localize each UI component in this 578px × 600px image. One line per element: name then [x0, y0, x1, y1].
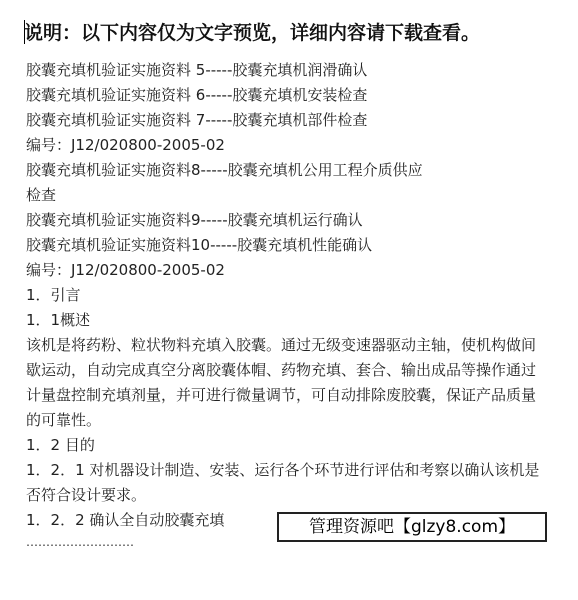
text-line: 1．2．2 确认全自动胶囊充填	[26, 511, 225, 529]
purpose-paragraph: 1．2．1 对机器设计制造、安装、运行各个环节进行评估和考察以确认该机是否符合设计要求。	[26, 461, 540, 504]
subsection-heading: 1．1概述	[26, 311, 91, 329]
document-number: 编号：J12/020800-2005-02	[26, 261, 225, 279]
document-number: 编号：J12/020800-2005-02	[26, 136, 225, 154]
document-body	[26, 58, 556, 533]
text-line: 胶囊充填机验证实施资料8-----胶囊充填机公用工程介质供应	[26, 161, 423, 179]
section-heading: 1．引言	[26, 286, 81, 304]
ellipsis-line: ………………………	[26, 535, 134, 549]
text-line: 胶囊充填机验证实施资料10-----胶囊充填机性能确认	[26, 236, 373, 254]
preview-notice: 说明：以下内容仅为文字预览，详细内容请下载查看。	[24, 22, 481, 44]
text-line: 胶囊充填机验证实施资料 5-----胶囊充填机润滑确认	[26, 61, 368, 79]
subsection-heading: 1．2 目的	[26, 436, 95, 454]
watermark-badge: 管理资源吧【glzy8.com】	[277, 512, 547, 542]
text-line: 胶囊充填机验证实施资料 7-----胶囊充填机部件检查	[26, 111, 368, 129]
overview-paragraph: 该机是将药粉、粒状物料充填入胶囊。通过无级变速器驱动主轴，使机构做间歇运动，自动完成真空分离胶囊体帽、药物充填、套合、输出成品等操作通过计量盘控制充填剂量，并可进行微量调节，可自动排除废胶囊，保证产品质量的可靠性。	[26, 336, 537, 429]
text-line: 检查	[26, 186, 57, 204]
text-line: 胶囊充填机验证实施资料9-----胶囊充填机运行确认	[26, 211, 363, 229]
text-line: 胶囊充填机验证实施资料 6-----胶囊充填机安装检查	[26, 86, 368, 104]
